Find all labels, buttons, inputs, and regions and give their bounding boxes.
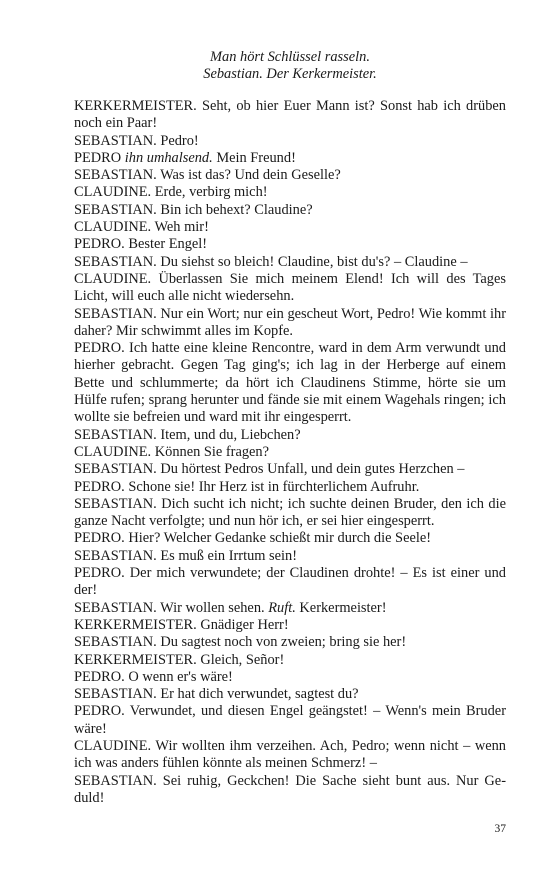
dialogue-line — [74, 254, 506, 271]
dialogue-segment: CLAUDINE. Weh mir! — [74, 219, 209, 236]
dialogue-line — [74, 98, 506, 133]
dialogue-line — [74, 444, 506, 461]
dialogue-segment: SEBASTIAN. Bin ich behext? Claudine? — [74, 201, 313, 218]
dialogue-line — [74, 202, 506, 219]
dialogue-line — [74, 565, 506, 600]
dialogue-segment: SEBASTIAN. Es muß ein Irrtum sein! — [74, 547, 298, 564]
dialogue-segment: Kerkermeister! — [295, 599, 387, 616]
dialogue-line — [74, 236, 506, 253]
dialogue-line — [74, 686, 506, 703]
dialogue-segment: PEDRO — [74, 149, 125, 166]
dialogue-line — [74, 669, 506, 686]
dialogue-segment: SEBASTIAN. Item, und du, Liebchen? — [74, 426, 301, 443]
dialogue-segment: SEBASTIAN. Sei ruhig, Geckchen! Die Sache sieht bunt aus. Nur Geduld! — [74, 772, 506, 806]
dialogue-line — [74, 738, 506, 773]
page-number: 37 — [494, 823, 506, 835]
dialogue-line — [74, 479, 506, 496]
dialogue-segment: CLAUDINE. Wir wollten ihm verzeihen. Ach, Pedro; wenn nicht – wenn ich was anders fühlen könnte als meinen Schmerz! – — [74, 737, 506, 772]
dialogue-segment: CLAUDINE. Überlassen Sie mich meinem Elend! Ich will des Tages Licht, will euch alle nicht wiedersehn. — [74, 270, 506, 305]
dialogue-line — [74, 184, 506, 201]
dialogue-line — [74, 306, 506, 341]
dialogue-segment: SEBASTIAN. Du hörtest Pedros Unfall, und dein gutes Herzchen – — [74, 461, 465, 478]
dialogue-segment: CLAUDINE. Erde, verbirg mich! — [74, 184, 268, 201]
dialogue-line — [74, 652, 506, 669]
dialogue-segment: SEBASTIAN. Dich sucht ich nicht; ich suchte deinen Bruder, den ich die ganze Nacht verfolgte; und nun hör ich, er sei hier eingesperrt. — [74, 495, 506, 530]
stage-note: ihn umhalsend. — [124, 149, 213, 166]
dialogue-line — [74, 271, 506, 306]
dialogue-line — [74, 461, 506, 478]
dialogue-segment: KERKERMEISTER. Gleich, Señor! — [74, 651, 285, 668]
dialogue-segment: SEBASTIAN. Er hat dich verwundet, sagtest du? — [74, 686, 359, 703]
dialogue-segment: PEDRO. Ich hatte eine kleine Rencontre, ward in dem Arm verwundt und hierher gebracht. Gegen Tag ging's; ich lag in der Herberge auf einem Bette und schlummerte; da hört ich Claudinens Stimme, hörte sie um Hülfe rufen; sprang herunter und fände sie mit einem Wagehals ringen; ich wollte sie befreien und ward mit ihr eingesperrt. — [74, 340, 506, 426]
dialogue-segment: PEDRO. Bester Engel! — [74, 236, 208, 253]
dialogue-line — [74, 773, 506, 808]
dialogue-segment: SEBASTIAN. Pedro! — [74, 132, 199, 149]
stage-direction-line: Sebastian. Der Kerkermeister. — [203, 66, 377, 83]
dialogue-segment: KERKERMEISTER. Gnädiger Herr! — [74, 616, 289, 633]
dialogue-segment: SEBASTIAN. Nur ein Wort; nur ein gescheut Wort, Pedro! Wie kommt ihr daher? Mir schwimmt alles im Kopfe. — [74, 305, 506, 339]
dialogue-segment: PEDRO. O wenn er's wäre! — [74, 668, 233, 685]
stage-direction — [74, 49, 506, 84]
dialogue-line — [74, 548, 506, 565]
dialogue-line — [74, 634, 506, 651]
dialogue-segment: PEDRO. Schone sie! Ihr Herz ist in fürchterlichem Aufruhr. — [74, 478, 420, 495]
dialogue-line — [74, 703, 506, 738]
dialogue-line — [74, 427, 506, 444]
dialogue-segment: SEBASTIAN. Du sagtest noch von zweien; bring sie her! — [74, 634, 407, 651]
stage-note: Ruft. — [268, 599, 296, 616]
dialogue-text — [74, 98, 506, 807]
dialogue-line — [74, 600, 506, 617]
dialogue-segment: SEBASTIAN. Wir wollen sehen. — [74, 599, 269, 616]
dialogue-segment: CLAUDINE. Können Sie fragen? — [74, 443, 270, 460]
dialogue-segment: SEBASTIAN. Du siehst so bleich! Claudine, bist du's? – Claudine – — [74, 253, 468, 270]
dialogue-line — [74, 167, 506, 184]
dialogue-segment: PEDRO. Hier? Welcher Gedanke schießt mir durch die Seele! — [74, 530, 432, 547]
dialogue-line — [74, 617, 506, 634]
dialogue-line — [74, 219, 506, 236]
dialogue-line — [74, 133, 506, 150]
stage-direction-line: Man hört Schlüssel rasseln. — [210, 49, 370, 65]
dialogue-line — [74, 496, 506, 531]
dialogue-line — [74, 530, 506, 547]
dialogue-segment: Mein Freund! — [212, 149, 296, 166]
dialogue-segment: KERKERMEISTER. Seht, ob hier Euer Mann ist? Sonst hab ich drüben noch ein Paar! — [74, 98, 506, 132]
dialogue-segment: PEDRO. Der mich verwundete; der Claudinen drohte! – Es ist einer und der! — [74, 565, 506, 599]
dialogue-line — [74, 340, 506, 426]
dialogue-segment: SEBASTIAN. Was ist das? Und dein Geselle? — [74, 167, 341, 184]
dialogue-segment: PEDRO. Verwundet, und diesen Engel geängstet! – Wenn's mein Bruder wäre! — [74, 703, 506, 737]
dialogue-line — [74, 150, 506, 167]
